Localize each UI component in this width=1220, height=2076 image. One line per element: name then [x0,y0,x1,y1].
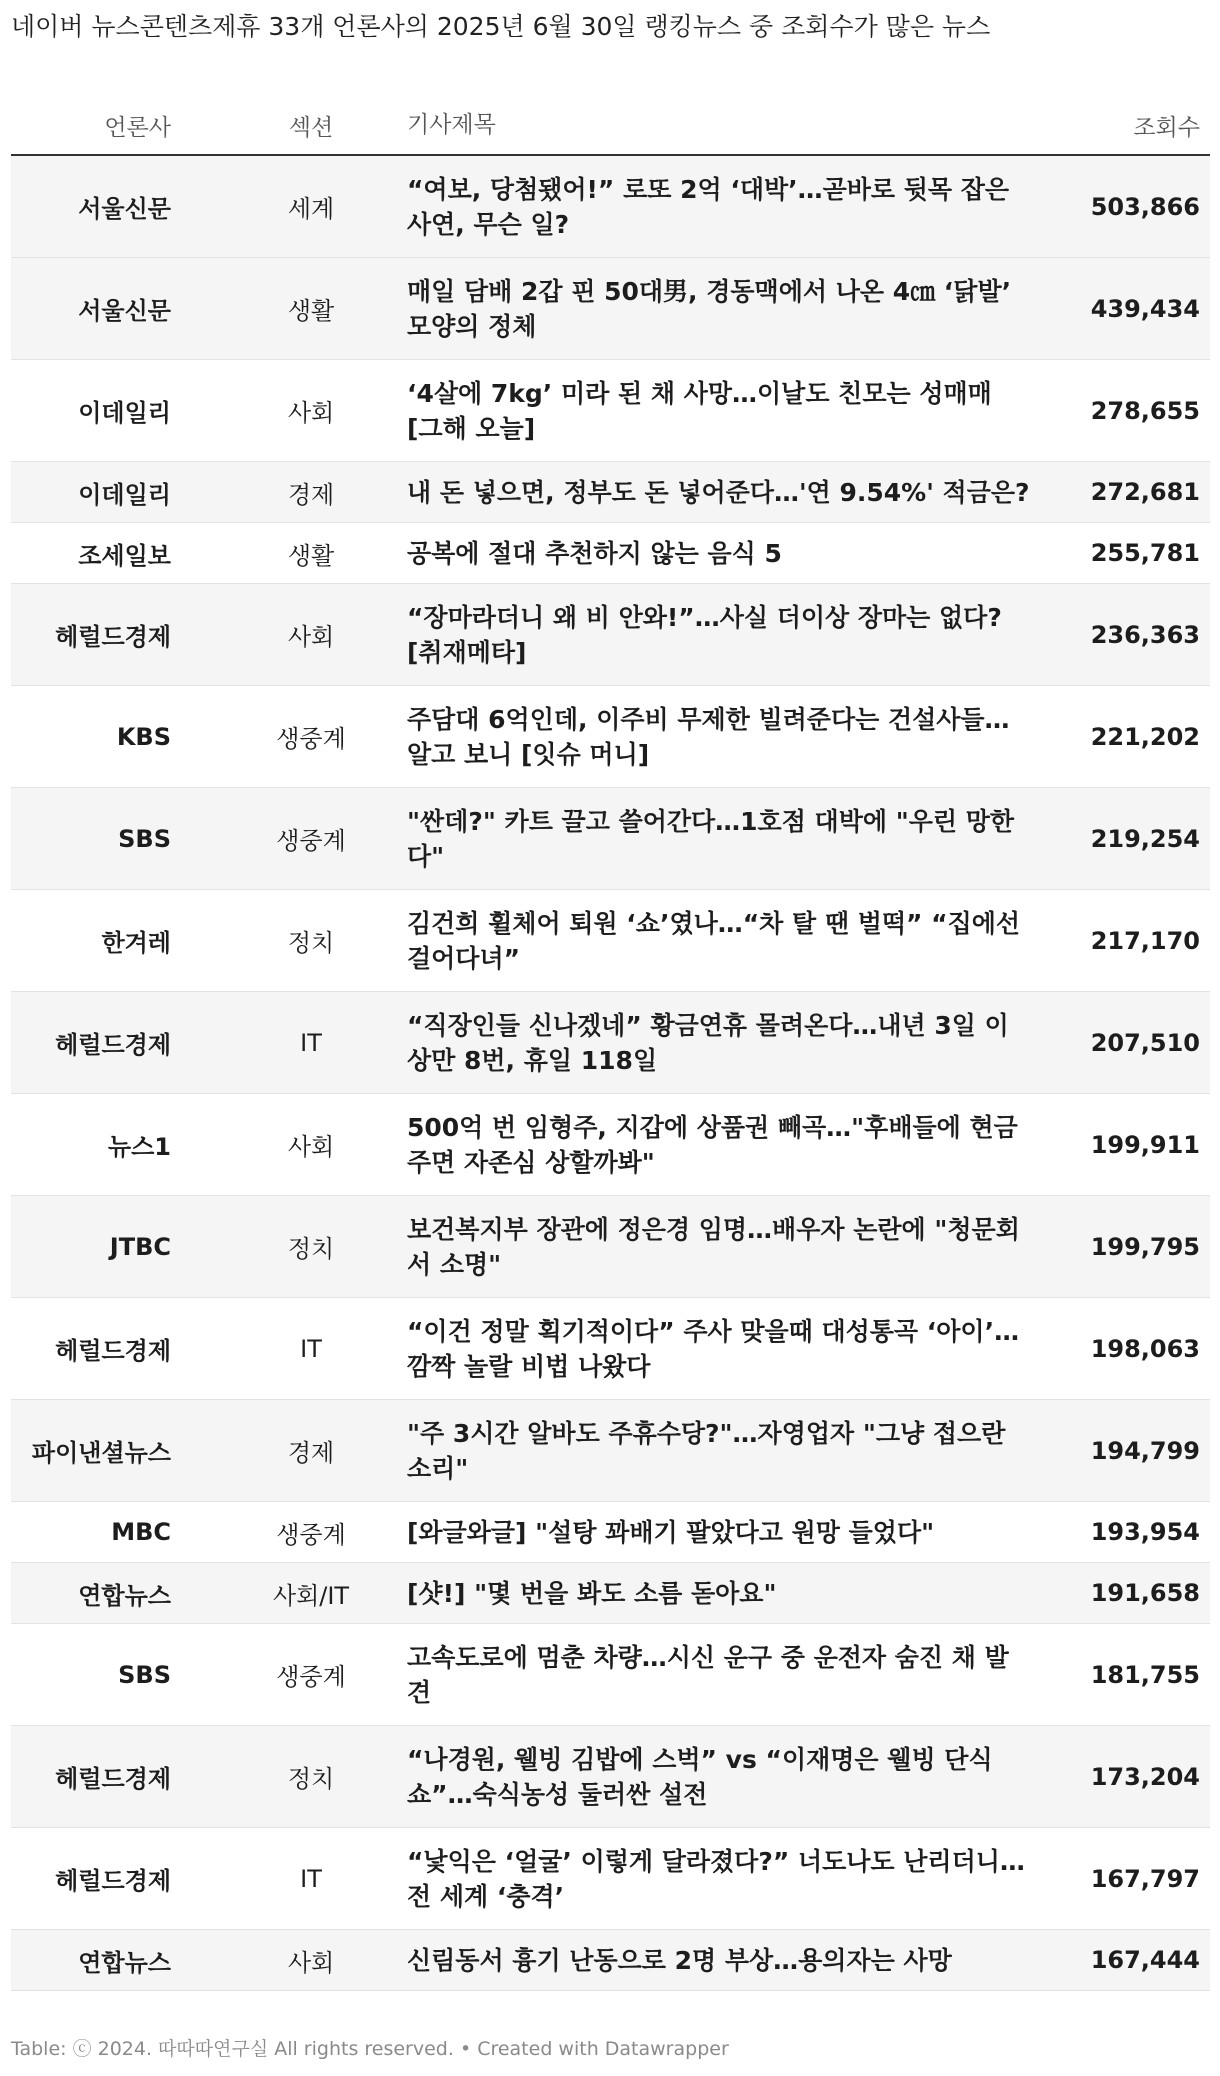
table-row [11,584,1210,686]
cell-section: 생중계 [276,1520,346,1549]
cell-headline: 공복에 절대 추천하지 않는 음식 5 [407,538,782,568]
table-row [11,156,1210,258]
cell-press: SBS [118,1660,171,1689]
table-row [11,1930,1210,1991]
cell-views: 272,681 [1090,478,1200,506]
table-row [11,992,1210,1094]
cell-views: 219,254 [1090,824,1200,853]
cell-section: 정치 [287,929,335,957]
cell-views: 503,866 [1090,192,1200,221]
table-row [11,1624,1210,1726]
cell-section: 경제 [287,480,335,509]
table-row [11,788,1210,890]
table-row [11,890,1210,992]
cell-section: IT [300,1864,322,1893]
cell-section: 정치 [287,1765,335,1793]
cell-headline: “여보, 당첨됐어!” 로또 2억 ‘대박’…곧바로 뒷목 잡은 사연, 무슨 일? [407,174,1010,239]
cell-press: 이데일리 [78,480,171,509]
cell-section: IT [300,1334,322,1363]
cell-views: 207,510 [1090,1028,1200,1057]
cell-views: 167,797 [1090,1864,1200,1893]
cell-press: 헤럴드경제 [55,1031,171,1059]
cell-headline: "싼데?" 카트 끌고 쓸어간다…1호점 대박에 "우린 망한다" [407,806,1015,871]
cell-press: 헤럴드경제 [55,1765,171,1793]
cell-headline: 김건희 휠체어 퇴원 ‘쇼’였나…“차 탈 땐 벌떡” “집에선 걸어다녀” [407,908,1021,973]
table-row [11,686,1210,788]
cell-section: 사회 [287,1133,335,1161]
cell-section: 생중계 [276,725,346,753]
cell-section: 사회 [287,399,335,427]
header-headline: 기사제목 [407,111,496,138]
cell-section: 사회/IT [272,1581,350,1610]
cell-headline: “낯익은 ‘얼굴’ 이렇게 달라졌다?” 너도나도 난리더니…전 세계 ‘충격’ [407,1846,1025,1911]
cell-press: 연합뉴스 [78,1948,171,1977]
table-row [11,1502,1210,1563]
cell-headline: “장마라더니 왜 비 안와!”…사실 더이상 장마는 없다?[취재메타] [407,602,1002,667]
table-row [11,360,1210,462]
table-footer: Table: ⓒ 2024. 따따따연구실 All rights reserved. • Created with Datawrapper [11,2038,729,2060]
cell-section: IT [300,1028,322,1057]
cell-views: 278,655 [1090,396,1200,425]
cell-headline: 고속도로에 멈춘 차량…시신 운구 중 운전자 숨진 채 발견 [407,1642,1009,1707]
cell-press: 이데일리 [78,399,171,427]
cell-views: 193,954 [1090,1518,1200,1546]
cell-section: 세계 [287,195,335,223]
cell-views: 439,434 [1090,294,1200,323]
table-row [11,1726,1210,1828]
table-row [11,1400,1210,1502]
cell-press: 서울신문 [78,297,171,325]
cell-views: 173,204 [1090,1762,1200,1791]
cell-views: 198,063 [1090,1334,1200,1363]
cell-headline: “나경원, 웰빙 김밥에 스벅” vs “이재명은 웰빙 단식쇼”…숙식농성 둘러싼 설전 [407,1744,993,1809]
cell-section: 사회 [287,623,335,651]
cell-section: 경제 [287,1439,335,1467]
table-row [11,1563,1210,1624]
cell-section: 생활 [287,541,335,570]
cell-headline: 500억 번 임형주, 지갑에 상품권 빼곡…"후배들에 현금 주면 자존심 상할까봐" [407,1112,1018,1177]
cell-press: 연합뉴스 [78,1581,171,1610]
header-views: 조회수 [1133,114,1200,141]
table-row [11,523,1210,584]
ranking-table [11,96,1210,1991]
cell-headline: “이건 정말 획기적이다” 주사 맞을때 대성통곡 ‘아이’…깜짝 놀랄 비법 나왔다 [407,1316,1020,1381]
cell-views: 236,363 [1090,620,1200,649]
cell-headline: ‘4살에 7kg’ 미라 된 채 사망…이날도 친모는 성매매 [그해 오늘] [407,378,992,443]
table-row [11,462,1210,523]
cell-section: 생중계 [276,827,346,855]
cell-press: 헤럴드경제 [55,623,171,651]
cell-press: SBS [118,824,171,853]
cell-headline: 내 돈 넣으면, 정부도 돈 넣어준다…'연 9.54%' 적금은? [407,477,1030,507]
cell-headline: 신림동서 흉기 난동으로 2명 부상…용의자는 사망 [407,1945,952,1975]
cell-press: 헤럴드경제 [55,1867,171,1895]
cell-section: 생중계 [276,1663,346,1691]
cell-views: 217,170 [1090,926,1200,955]
cell-press: MBC [111,1518,171,1546]
cell-press: 조세일보 [78,541,171,570]
table-row [11,1094,1210,1196]
cell-views: 255,781 [1090,539,1200,567]
table-row [11,1298,1210,1400]
cell-press: 한겨레 [101,929,171,957]
table-row [11,258,1210,360]
cell-press: 헤럴드경제 [55,1337,171,1365]
cell-press: KBS [116,722,171,751]
cell-views: 199,795 [1090,1232,1200,1261]
cell-views: 191,658 [1090,1579,1200,1607]
cell-press: 뉴스1 [107,1133,171,1161]
table-header [11,96,1210,156]
cell-views: 167,444 [1090,1946,1200,1974]
cell-press: 파이낸셜뉴스 [31,1439,171,1467]
cell-press: JTBC [109,1232,171,1261]
cell-section: 사회 [287,1948,335,1977]
cell-views: 181,755 [1090,1660,1200,1689]
cell-headline: "주 3시간 알바도 주휴수당?"…자영업자 "그냥 접으란 소리" [407,1418,1006,1483]
header-section: 섹션 [288,114,334,141]
cell-views: 199,911 [1090,1130,1200,1159]
cell-headline: 매일 담배 2갑 핀 50대男, 경동맥에서 나온 4㎝ ‘닭발’ 모양의 정체 [407,276,1012,341]
cell-headline: 주담대 6억인데, 이주비 무제한 빌려준다는 건설사들…알고 보니 [잇슈 머니] [407,704,1010,769]
cell-press: 서울신문 [78,195,171,223]
table-row [11,1196,1210,1298]
header-press: 언론사 [104,114,171,141]
cell-headline: [와글와글] "설탕 꽈배기 팔았다고 원망 들었다" [407,1517,935,1547]
cell-section: 정치 [287,1235,335,1263]
table-title: 네이버 뉴스콘텐츠제휴 33개 언론사의 2025년 6월 30일 랭킹뉴스 중 조회수가 많은 뉴스 [11,12,991,41]
cell-headline: [샷!] "몇 번을 봐도 소름 돋아요" [407,1578,777,1608]
cell-views: 194,799 [1090,1436,1200,1465]
cell-section: 생활 [287,297,335,325]
cell-views: 221,202 [1090,722,1200,751]
table-row [11,1828,1210,1930]
cell-headline: “직장인들 신나겠네” 황금연휴 몰려온다…내년 3일 이상만 8번, 휴일 118일 [407,1010,1009,1075]
cell-headline: 보건복지부 장관에 정은경 임명…배우자 논란에 "청문회서 소명" [407,1214,1020,1279]
